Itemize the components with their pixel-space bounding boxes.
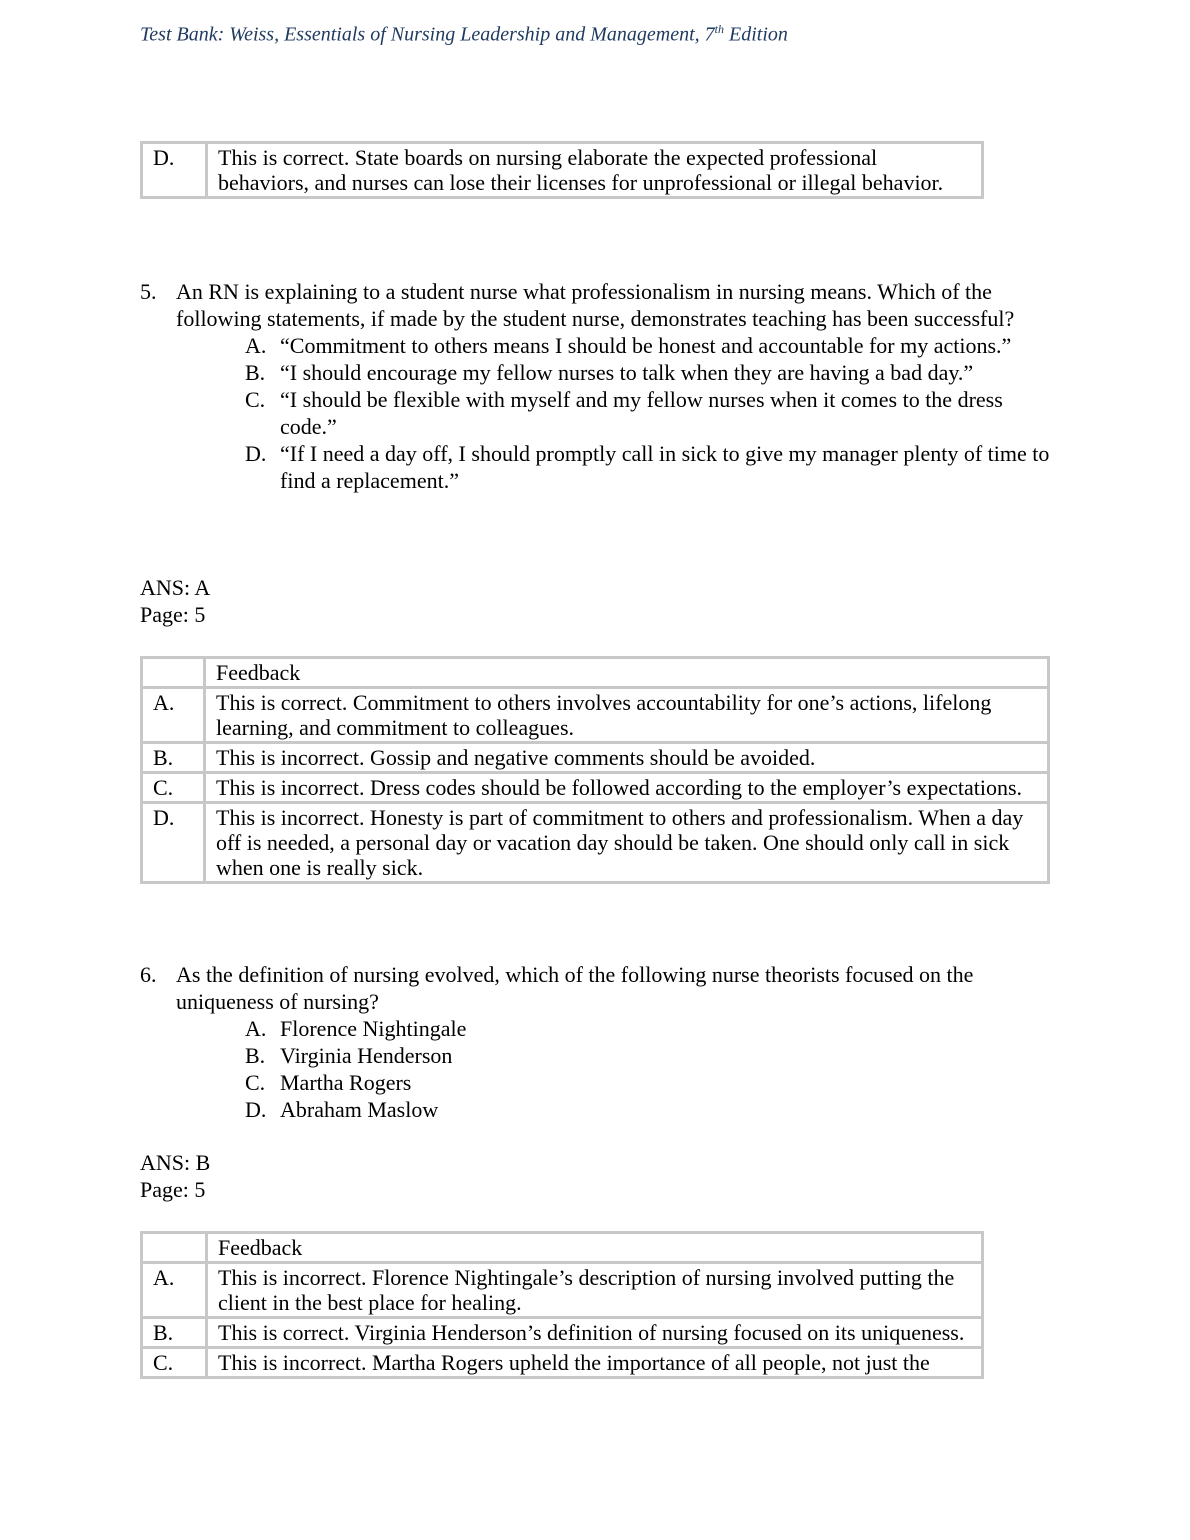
table-header: Feedback: [205, 658, 1049, 688]
row-feedback: This is correct. Virginia Henderson’s definition of nursing focused on its uniqueness.: [207, 1318, 983, 1348]
table-row: [142, 773, 1049, 803]
header-edition: Edition: [723, 23, 788, 46]
option-text: “If I need a day off, I should promptly call in sick to give my manager plenty of time to find a replacement.”: [280, 441, 1050, 493]
feedback-table-q4-continued: [140, 141, 984, 199]
answer-key: ANS: B: [140, 1150, 211, 1175]
row-feedback: This is correct. Commitment to others involves accountability for one’s actions, lifelong learning, and commitment to colleagues.: [205, 688, 1049, 743]
option-text: “I should be flexible with myself and my fellow nurses when it comes to the dress code.”: [280, 387, 1003, 439]
header-superscript: th: [714, 22, 724, 36]
option-b: [245, 359, 1050, 386]
option-text: Abraham Maslow: [280, 1097, 439, 1122]
question-number: 6.: [140, 962, 157, 987]
table-row: [142, 803, 1049, 883]
feedback-table-q5: [140, 656, 1050, 884]
option-letter: B.: [245, 1043, 266, 1068]
question-stem: [140, 961, 1050, 1015]
option-text: “I should encourage my fellow nurses to talk when they are having a bad day.”: [280, 360, 974, 385]
table-header-row: [142, 1233, 983, 1263]
header-empty-cell: [142, 1233, 207, 1263]
row-letter: B.: [142, 1318, 207, 1348]
option-letter: B.: [245, 360, 266, 385]
row-letter: A.: [142, 688, 205, 743]
row-feedback: This is incorrect. Gossip and negative comments should be avoided.: [205, 743, 1049, 773]
row-letter: C.: [142, 773, 205, 803]
feedback-table-q6: [140, 1231, 984, 1379]
row-letter: D.: [142, 143, 207, 198]
option-b: [245, 1042, 1050, 1069]
question-5: [140, 278, 1050, 494]
option-letter: D.: [245, 1097, 267, 1122]
header-empty-cell: [142, 658, 205, 688]
question-text: An RN is explaining to a student nurse what professionalism in nursing means. Which of the following statements, if made by the student nurse, demonstrates teaching has been successful?: [176, 279, 1015, 331]
option-text: Martha Rogers: [280, 1070, 412, 1095]
row-feedback: This is incorrect. Martha Rogers upheld the importance of all people, not just the: [207, 1348, 983, 1378]
question-text: As the definition of nursing evolved, which of the following nurse theorists focused on the uniqueness of nursing?: [176, 962, 974, 1014]
row-letter: A.: [142, 1263, 207, 1318]
option-letter: C.: [245, 1070, 266, 1095]
question-stem: [140, 278, 1050, 332]
table-row: [142, 688, 1049, 743]
table-row: [142, 1263, 983, 1318]
option-d: [245, 1096, 1050, 1123]
option-d: [245, 440, 1050, 494]
option-text: “Commitment to others means I should be honest and accountable for my actions.”: [280, 333, 1012, 358]
option-letter: A.: [245, 333, 267, 358]
answer-options: [245, 1015, 1050, 1123]
option-a: [245, 332, 1050, 359]
question-number: 5.: [140, 279, 157, 304]
header-title: Test Bank: Weiss, Essentials of Nursing Leadership and Management, 7: [140, 23, 715, 46]
table-header: Feedback: [207, 1233, 983, 1263]
option-letter: C.: [245, 387, 266, 412]
answer-key: ANS: A: [140, 575, 211, 600]
page-reference: Page: 5: [140, 1177, 206, 1202]
table-row: [142, 143, 983, 198]
table-row: [142, 1348, 983, 1378]
table-row: [142, 743, 1049, 773]
option-a: [245, 1015, 1050, 1042]
answer-block-q5: [140, 574, 210, 628]
row-letter: B.: [142, 743, 205, 773]
running-header: [140, 22, 788, 47]
table-header-row: [142, 658, 1049, 688]
table-row: [142, 1318, 983, 1348]
row-feedback: This is incorrect. Dress codes should be followed according to the employer’s expectations.: [205, 773, 1049, 803]
question-6: [140, 961, 1050, 1123]
option-c: [245, 386, 1050, 440]
row-letter: C.: [142, 1348, 207, 1378]
answer-block-q6: [140, 1149, 210, 1203]
option-text: Florence Nightingale: [280, 1016, 467, 1041]
row-feedback: This is incorrect. Honesty is part of commitment to others and professionalism. When a day off is needed, a personal day or vacation day should be taken. One should only call in sick when one is really sick.: [205, 803, 1049, 883]
option-c: [245, 1069, 1050, 1096]
answer-options: [245, 332, 1050, 494]
row-letter: D.: [142, 803, 205, 883]
row-feedback: This is correct. State boards on nursing elaborate the expected professional behaviors, and nurses can lose their licenses for unprofessional or illegal behavior.: [207, 143, 983, 198]
option-letter: A.: [245, 1016, 267, 1041]
row-feedback: This is incorrect. Florence Nightingale’s description of nursing involved putting the client in the best place for healing.: [207, 1263, 983, 1318]
option-text: Virginia Henderson: [280, 1043, 453, 1068]
page-reference: Page: 5: [140, 602, 206, 627]
option-letter: D.: [245, 441, 267, 466]
